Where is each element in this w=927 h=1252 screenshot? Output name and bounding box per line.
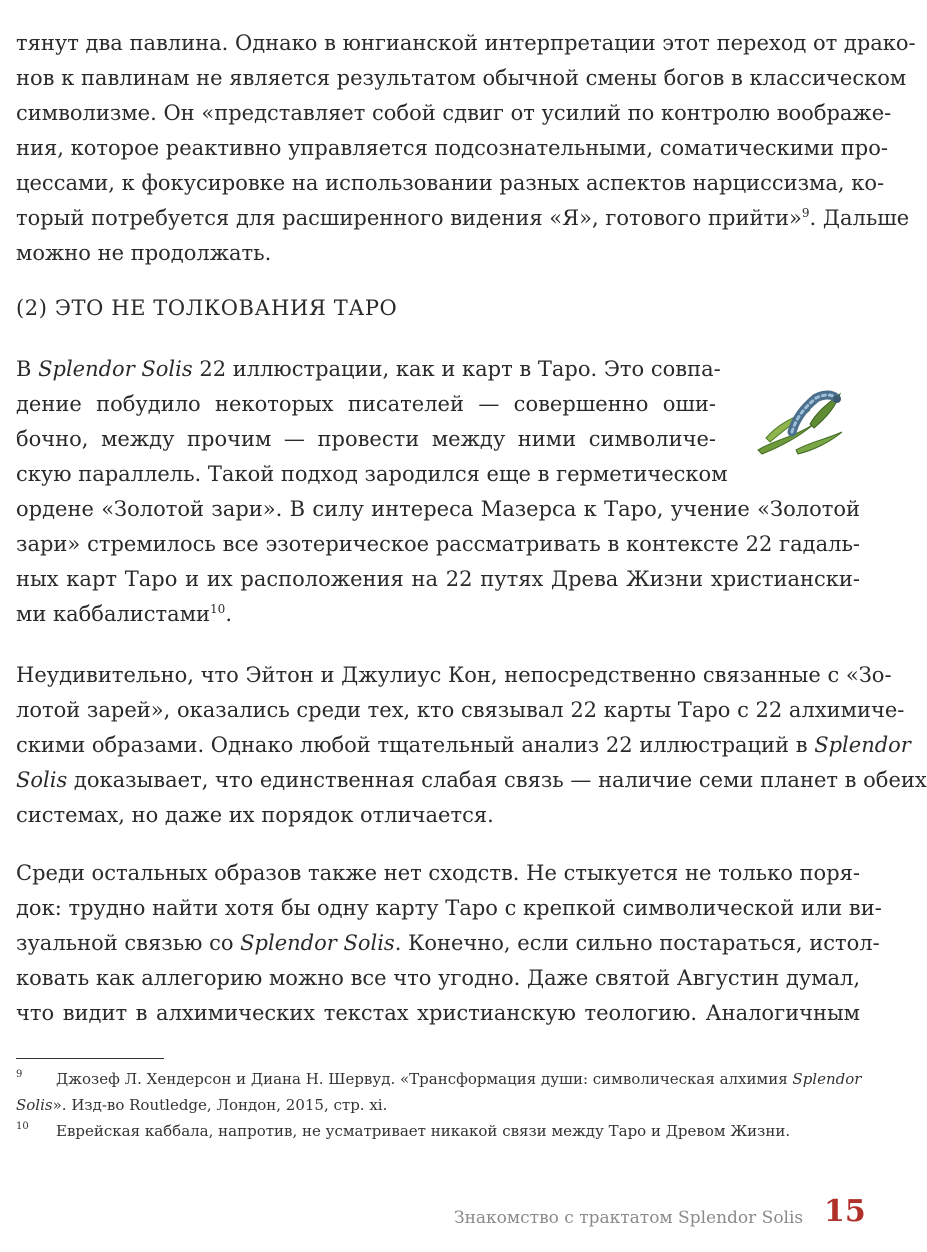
footnote-line: Еврейская каббала, напротив, не усматривает никакой связи между Таро и Древом Жизни. — [56, 1122, 791, 1140]
section-heading: (2) ЭТО НЕ ТОЛКОВАНИЯ ТАРО — [16, 296, 398, 320]
running-footer-title: Знакомство с трактатом Splendor Solis — [454, 1208, 804, 1228]
text-line: символизме. Он «представляет собой сдвиг от усилий по контролю воображе- — [16, 101, 892, 125]
italic-title: Splendor — [814, 733, 911, 757]
footnote-9 — [16, 1066, 860, 1118]
footnote-line — [16, 1092, 860, 1118]
footnote-text — [56, 1118, 860, 1144]
text-line: лотой зарей», оказались среди тех, кто связывал 22 карты Таро с 22 алхимиче- — [16, 698, 905, 722]
italic-title: Solis — [16, 1096, 53, 1114]
text-segment: ми каббалистами — [16, 602, 211, 626]
text-line: ковать как аллегорию можно все что угодно. Даже святой Августин думал, — [16, 966, 861, 990]
footnote-ref-9[interactable]: 9 — [801, 206, 810, 220]
text-line: док: трудно найти хотя бы одну карту Таро с крепкой символической или ви- — [16, 896, 882, 920]
text-line: системах, но даже их порядок отличается. — [16, 803, 494, 827]
paragraph-3 — [16, 658, 927, 833]
text-line — [16, 201, 910, 236]
text-line: ордене «Золотой зари». В силу интереса Мазерса к Таро, учение «Золотой — [16, 497, 860, 521]
text-line: что видит в алхимических текстах христианскую теологию. Аналогичным — [16, 1001, 860, 1025]
text-line: дение побудило некоторых писателей — совершенно оши- — [16, 392, 716, 416]
text-line: цессами, к фокусировке на использовании разных аспектов нарциссизма, ко- — [16, 171, 885, 195]
caterpillar-on-leaves-icon — [752, 380, 848, 460]
italic-title: Splendor Solis — [240, 931, 395, 955]
text-segment: Джозеф Л. Хендерсон и Диана Н. Шервуд. «Трансформация души: символическая алхимия — [56, 1070, 793, 1088]
italic-title: Solis — [16, 768, 68, 792]
text-line: зари» стремилось все эзотерическое рассматривать в контексте 22 гадаль- — [16, 532, 860, 556]
text-line: можно не продолжать. — [16, 241, 272, 265]
footnote-separator — [16, 1058, 164, 1059]
text-segment: ». Изд-во Routledge, Лондон, 2015, стр. xi. — [52, 1096, 388, 1114]
footnote-text — [16, 1066, 862, 1118]
text-line: Среди остальных образов также нет сходств. Не стыкуется не только поря- — [16, 861, 860, 885]
footnote-ref-10[interactable]: 10 — [210, 602, 226, 616]
text-line: ния, которое реактивно управляется подсознательными, соматическими про- — [16, 136, 888, 160]
text-line: нов к павлинам не является результатом обычной смены богов в классическом — [16, 66, 907, 90]
footnote-line — [56, 1066, 860, 1092]
footnote-number: 10 — [16, 1121, 29, 1132]
text-segment: 22 иллюстрации, как и карт в Таро. Это совпа- — [192, 357, 721, 381]
text-line — [16, 763, 927, 798]
text-line: ных карт Таро и их расположения на 22 путях Древа Жизни христиански- — [16, 567, 860, 591]
text-segment: торый потребуется для расширенного видения «Я», готового прийти» — [16, 206, 802, 230]
italic-title: Splendor — [792, 1070, 862, 1088]
text-line — [16, 597, 860, 632]
text-line — [16, 926, 880, 961]
text-line: тянут два павлина. Однако в юнгианской интерпретации этот переход от драко- — [16, 31, 916, 55]
text-line: скую параллель. Такой подход зародился еще в герметическом — [16, 462, 728, 486]
italic-title: Splendor Solis — [38, 357, 193, 381]
paragraph-1 — [16, 26, 916, 271]
paragraph-2 — [16, 352, 860, 632]
footnote-number: 9 — [16, 1069, 23, 1080]
text-segment: . — [225, 602, 232, 626]
text-segment: . Конечно, если сильно постараться, истол- — [394, 931, 880, 955]
text-line — [16, 352, 721, 387]
text-segment: В — [16, 357, 39, 381]
text-segment: доказывает, что единственная слабая связь — наличие семи планет в обеих — [67, 768, 927, 792]
paragraph-4 — [16, 856, 882, 1031]
footnote-10 — [16, 1118, 860, 1144]
text-segment: скими образами. Однако любой тщательный анализ 22 иллюстраций в — [16, 733, 815, 757]
text-line: бочно, между прочим — провести между ними символиче- — [16, 427, 716, 451]
page-number: 15 — [824, 1194, 866, 1229]
text-segment: . Дальше — [809, 206, 910, 230]
text-segment: зуальной связью со — [16, 931, 241, 955]
text-line — [16, 728, 911, 763]
text-line: Неудивительно, что Эйтон и Джулиус Кон, непосредственно связанные с «Зо- — [16, 663, 892, 687]
